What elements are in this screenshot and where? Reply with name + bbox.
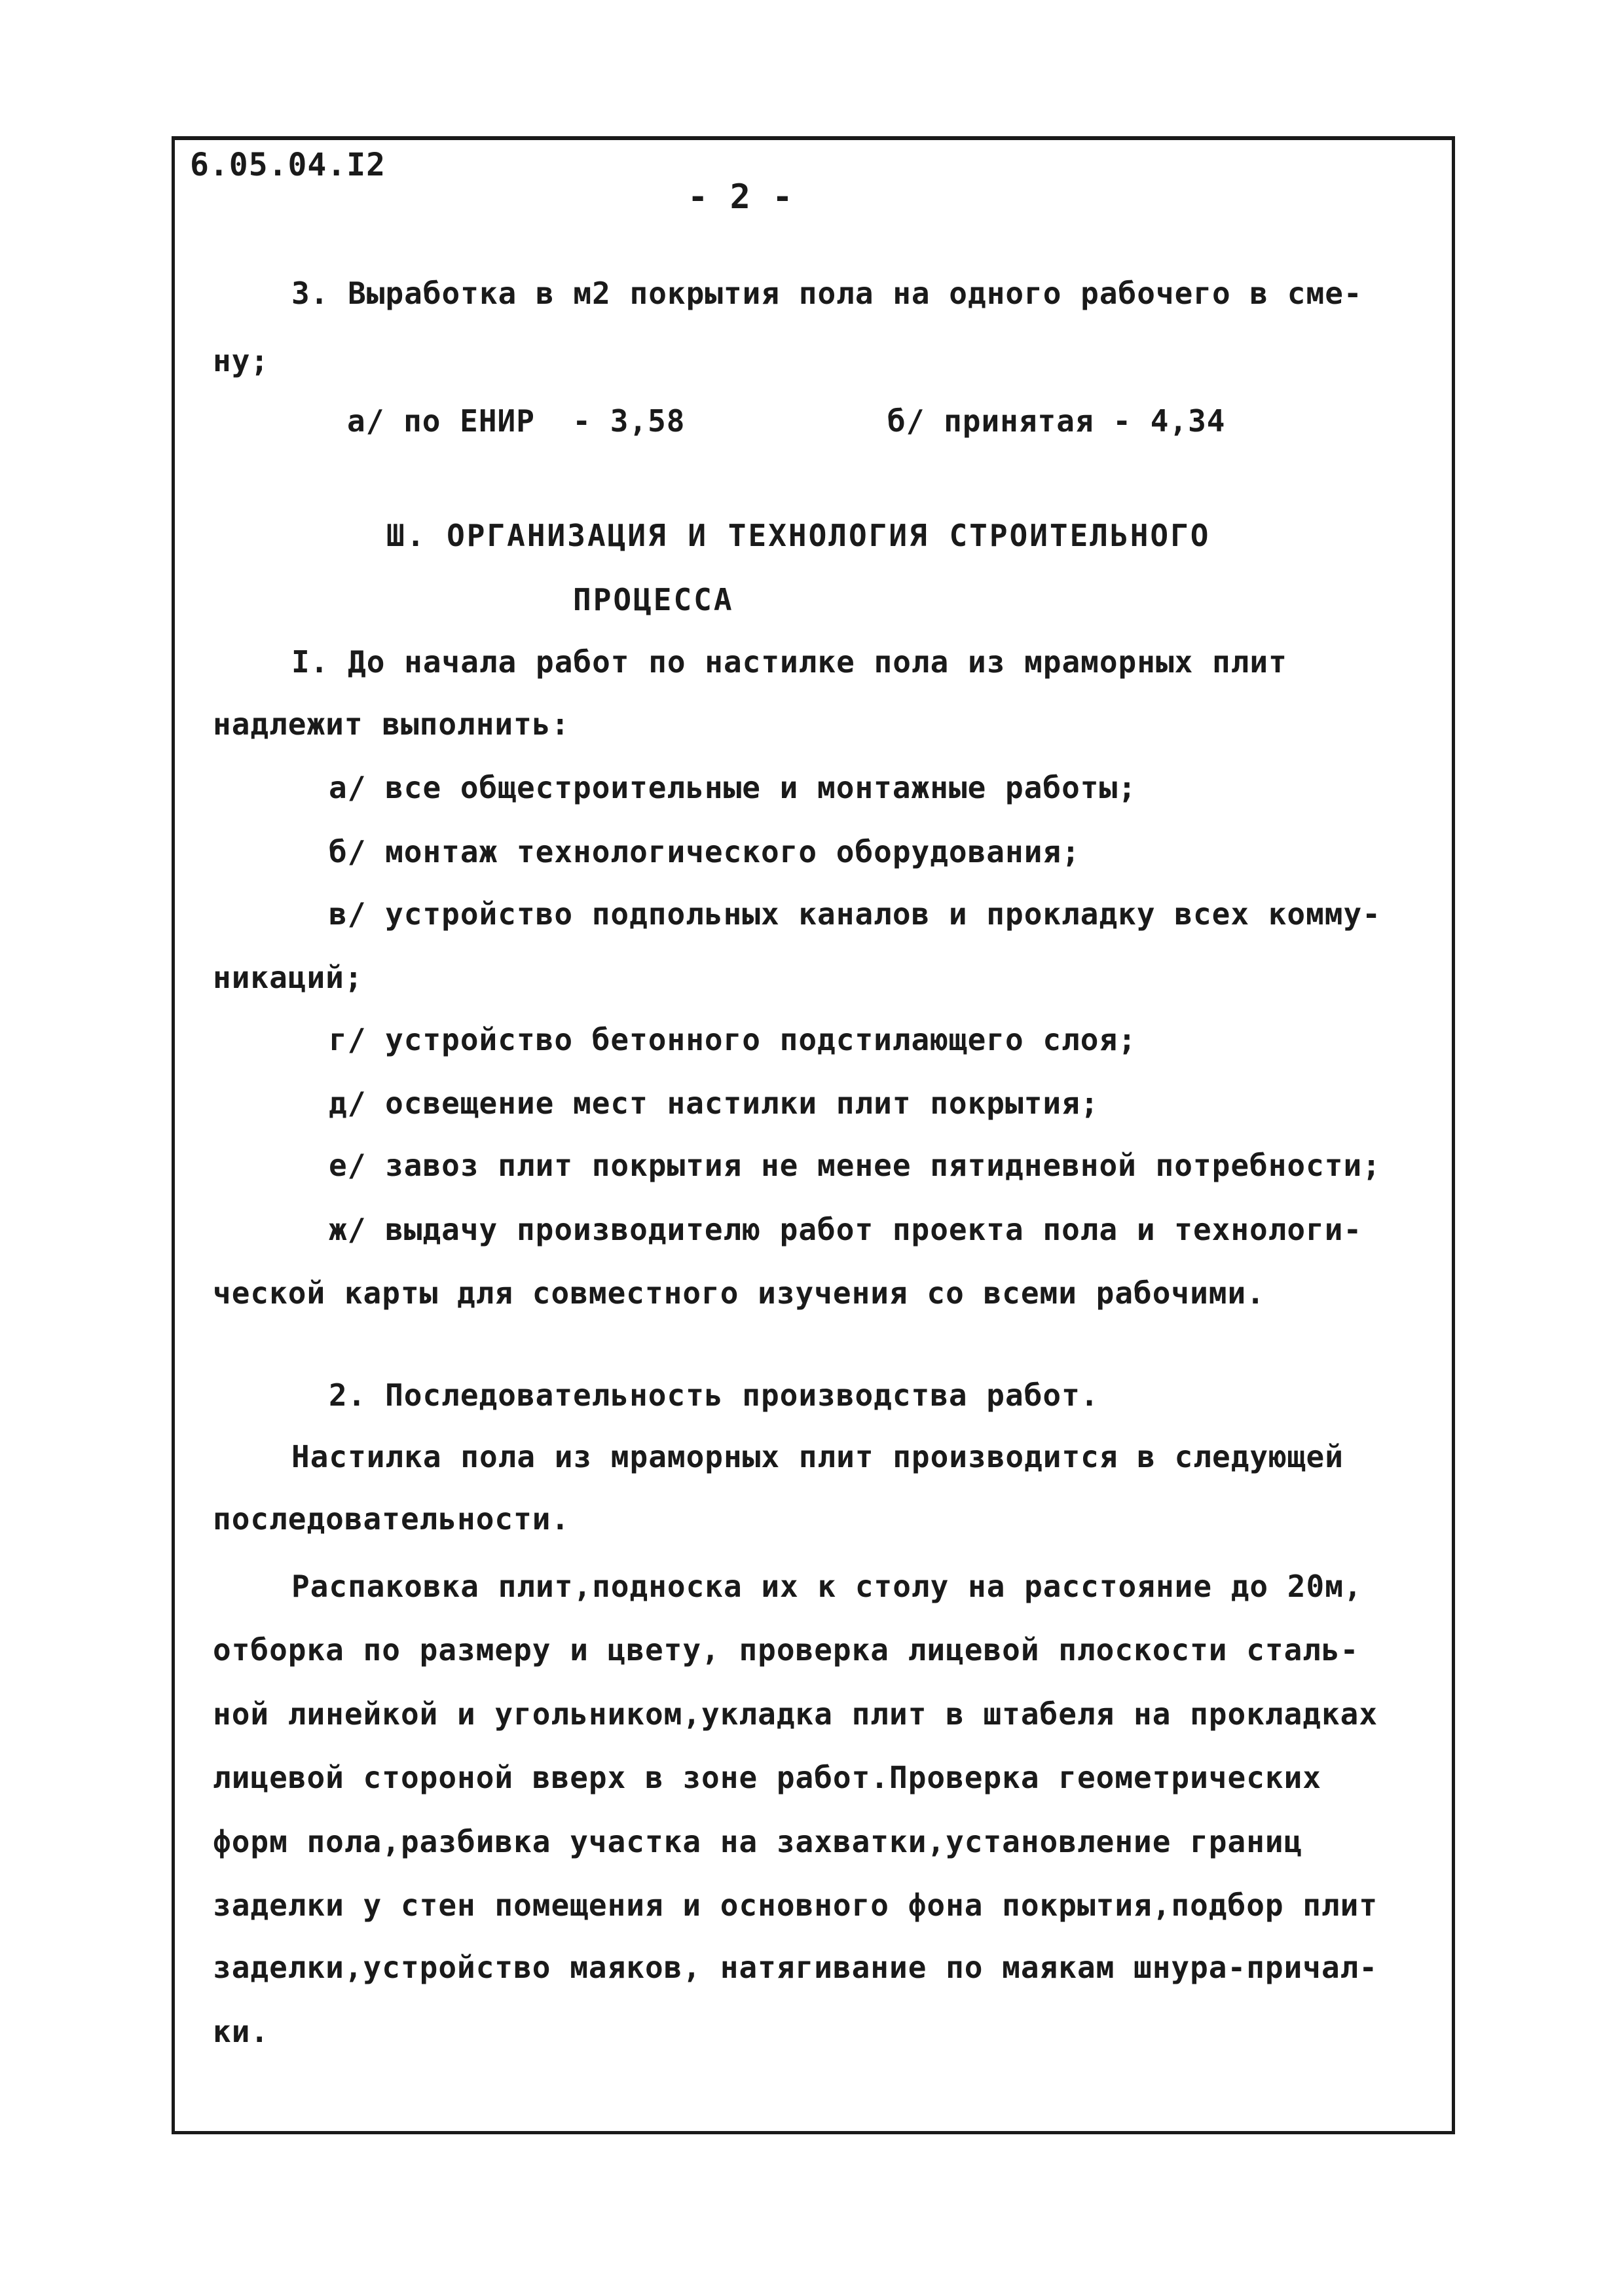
prereq-item-c: в/ устройство подпольных каналов и прокладку всех комму- xyxy=(329,896,1381,932)
prereq-item-g: ж/ выдачу производителю работ проекта пола и технологи- xyxy=(329,1212,1363,1247)
output-norm-enir: а/ по ЕНИР - 3,58 xyxy=(347,403,686,439)
sequence-line-10: ки. xyxy=(213,2014,270,2049)
prereq-item-b: б/ монтаж технологического оборудования; xyxy=(329,834,1080,869)
prereq-item-d: г/ устройство бетонного подстилающего слоя; xyxy=(329,1022,1137,1057)
sequence-line-7: форм пола,разбивка участка на захватки,установление границ xyxy=(213,1824,1303,1859)
prereq-item-g-cont: ческой карты для совместного изучения со всеми рабочими. xyxy=(213,1275,1265,1311)
output-line-1: 3. Выработка в м2 покрытия пола на одного рабочего в сме- xyxy=(291,276,1363,311)
prereq-item-a: а/ все общестроительные и монтажные работы; xyxy=(329,770,1137,805)
sequence-line-3: Распаковка плит,подноска их к столу на расстояние до 20м, xyxy=(291,1569,1363,1604)
sequence-heading: 2. Последовательность производства работ. xyxy=(329,1377,1099,1413)
section-title-line-1: Ш. ОРГАНИЗАЦИЯ И ТЕХНОЛОГИЯ СТРОИТЕЛЬНОГО xyxy=(386,518,1211,553)
sequence-line-4: отборка по размеру и цвету, проверка лицевой плоскости сталь- xyxy=(213,1632,1359,1667)
sequence-line-2: последовательности. xyxy=(213,1501,570,1537)
sequence-line-5: ной линейкой и угольником,укладка плит в штабеля на прокладках xyxy=(213,1696,1378,1732)
output-norm-accepted: б/ принятая - 4,34 xyxy=(887,403,1226,439)
prereq-intro-line-1: I. До начала работ по настилке пола из мраморных плит xyxy=(291,644,1287,680)
sequence-line-6: лицевой стороной вверх в зоне работ.Проверка геометрических xyxy=(213,1760,1321,1795)
prereq-intro-line-2: надлежит выполнить: xyxy=(213,706,570,742)
prereq-item-f: е/ завоз плит покрытия не менее пятидневной потребности; xyxy=(329,1148,1381,1183)
section-title-line-2: ПРОЦЕССА xyxy=(573,582,734,617)
prereq-item-e: д/ освещение мест настилки плит покрытия; xyxy=(329,1085,1099,1121)
document-code: 6.05.04.I2 xyxy=(190,147,386,183)
page-number: - 2 - xyxy=(688,177,794,217)
sequence-line-9: заделки,устройство маяков, натягивание по маякам шнура-причал- xyxy=(213,1950,1378,1985)
sequence-line-8: заделки у стен помещения и основного фона покрытия,подбор плит xyxy=(213,1887,1378,1923)
prereq-item-c-cont: никаций; xyxy=(213,960,363,995)
sequence-line-1: Настилка пола из мраморных плит производится в следующей xyxy=(291,1439,1344,1474)
output-line-2: ну; xyxy=(213,343,270,378)
